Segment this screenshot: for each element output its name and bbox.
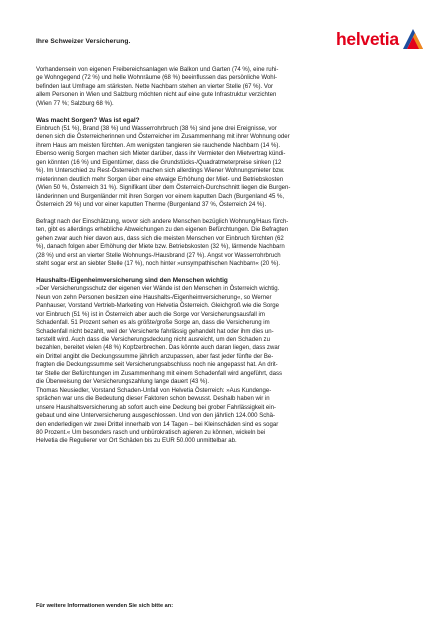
heading-worries: Was macht Sorgen? Was ist egal? (36, 116, 140, 124)
helvetia-logo (336, 29, 425, 49)
contact-footer: Für weitere Informationen wenden Sie sich bitte an: (36, 603, 174, 609)
paragraph-insurance: »Der Versicherungsschutz der eigenen vier Wände ist den Menschen in Österreich wichtig. Neun von zehn Personen besitzen eine Haushalts-/Eigenheimversicherung«, so Werner Panhauser, Vorstand Vertrieb-Marketing von Helvetia Österreich. Gleichgroß wie die Sorge vor Einbruch (51 %) ist in Österreich aber auch die Sorge vor Versicherungsausfall im Schadenfall. 51 Prozent sehen es als größte/große Sorge an, dass die Versicherung im Schadenfall nicht bezahlt, weil der Versicherte fahrlässig gehandelt hat oder ihm dies un- terstellt wird. Auch dass die Versicherungsdeckung nicht ausreicht, um den Schaden zu bezahlen, bereitet vielen (48 %) Kopfzerbrechen. Das könnte auch daran liegen, dass zwar ein Drittel angibt die Deckungssumme jährlich anzupassen, aber fast jeder fünfte der Be- fragten die Deckungssumme seit Versicherungsabschluss noch nie angepasst hat. An drit- ter Stelle der Befürchtungen im Zusammenhang mit einem Schadenfall wird angeführt, dass die Überweisung der Versicherungszahlung lange dauert (43 %). Thomas Neusiedler, Vorstand Schaden-Unfall von Helvetia Österreich: »Aus Kundenge- sprächen war uns die Bedeutung dieser Faktoren schon bewusst. Deshalb haben wir in unsere Haushaltsversicherung ab sofort auch eine Deckung bei grober Fahrlässigkeit ein- gebaut und eine Unterversicherung ausgeschlossen. Und von den jährlich 124.000 Schä- den enderledigen wir zwei Drittel innerhalb von 14 Tagen – bei Kleinschäden sind es sogar 80 Prozent.« Um besonders rasch und unbürokratisch agieren zu können, wickeln bei Helvetia die Regulierer vor Ort Schäden bis zu EUR 50.000 unmittelbar ab. (36, 286, 283, 445)
paragraph-others-fears: Befragt nach der Einschätzung, wovor sich andere Menschen bezüglich Wohnung/Haus fürch- ten, gibt es allerdings erhebliche Abweichungen zu den eigenen Befürchtungen. Die Befragten gehen zwar auch hier davon aus, dass sich die meisten Menschen vor Einbruch fürchten (62 %), danach folgen aber Erhöhung der Miete bzw. Betriebskosten (32 %), lärmende Nachbarn (28 %) und erst an vierter Stelle Wohnungs-/Hausbrand (27 %). Angst vor Wasserrohrbruch steht sogar erst an siebter Stelle (17 %), noch hinter »unsympathischen Nachbarn« (20 %). (36, 218, 289, 268)
logo-wordmark: helvetia (336, 29, 399, 49)
tagline: Ihre Schweizer Versicherung. (36, 38, 131, 45)
heading-insurance: Haushalts-/Eigenheimversicherung sind den Menschen wichtig (36, 276, 228, 284)
helvetia-triangle-icon (401, 29, 425, 49)
paragraph-wellbeing: Vorhandensein von eigenen Freibereichsanlagen wie Balkon und Garten (74 %), eine ruhi- ge Wohngegend (72 %) und helle Wohnräume (68 %) beeinflussen das persönliche Wohl- befinden laut Umfrage am stärksten. Nette Nachbarn stehen an vierter Stelle (67 %). Vor allem Personen in Wien und Salzburg möchten nicht auf eine gute Infrastruktur verzichten (Wien 77 %; Salzburg 68 %). (36, 67, 279, 107)
page-header (0, 0, 442, 60)
paragraph-worries: Einbruch (51 %), Brand (38 %) und Wasserrohrbruch (38 %) sind jene drei Ereignisse, vor denen sich die Österreicherinnen und Österreicher im Zusammenhang mit ihrer Wohnung oder ihrem Haus am meisten fürchten. Am wenigsten tangieren sie rauchende Nachbarn (14 %). Ebenso wenig Sorgen machen sich Mieter darüber, dass ihr Vermieter den Mietvertrag kündi- gen könnten (16 %) und Eigentümer, dass die Grundstücks-/Quadratmeterpreise sinken (12 %). Im Unterschied zu Rest-Österreich machen sich allerdings Wiener Wohnungsmieter bzw. mieterinnen deutlich mehr Sorgen über eine etwaige Erhöhung der Miet- und Betriebskosten (Wien 50 %, Österreich 31 %). Signifikant über dem Österreich-Durchschnitt liegen die Burgen- länderinnen und Burgenländer mit ihren Sorgen vor einem kaputten Dach (Burgenland 45 %, Österreich 29 %) und vor einer kaputten Therme (Burgenland 37 %, Österreich 24 %). (36, 126, 291, 209)
article-body (36, 66, 408, 454)
